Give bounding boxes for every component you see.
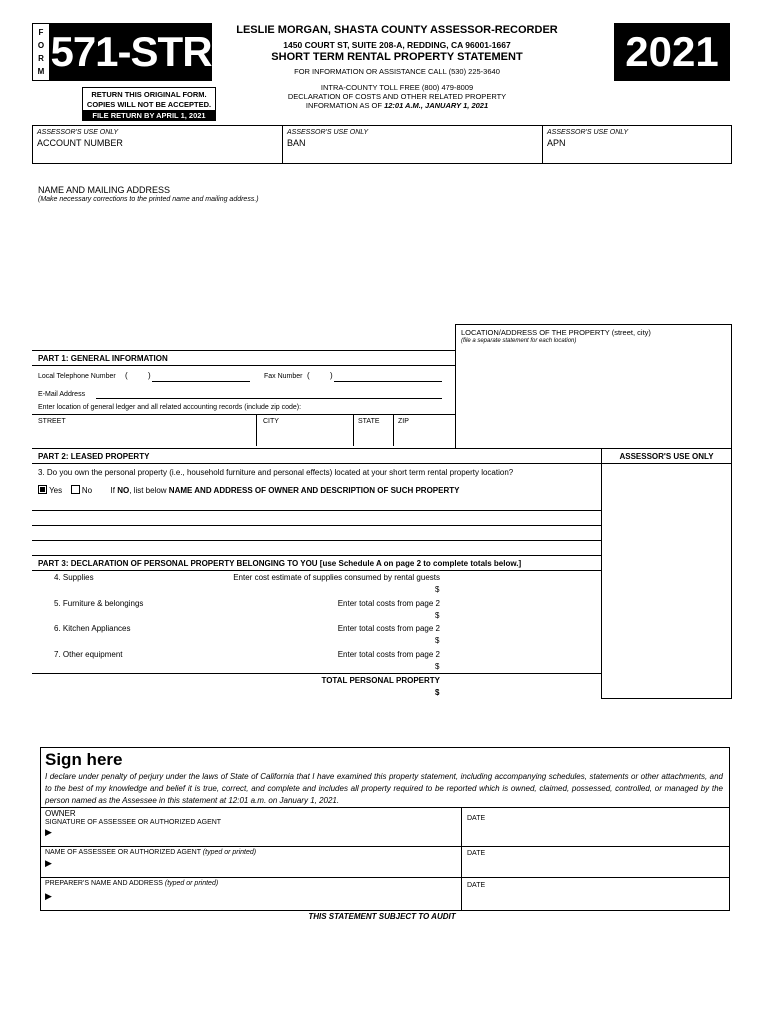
preparer-date-label: DATE bbox=[467, 882, 486, 889]
if-no-instruction: NAME AND ADDRESS OF OWNER AND DESCRIPTION OF SUCH PROPERTY bbox=[168, 486, 460, 495]
arrow-right-icon: ▶ bbox=[45, 891, 52, 901]
agent-name-field[interactable] bbox=[61, 856, 451, 876]
item-5-instruction: Enter total costs from page 2 bbox=[337, 599, 440, 608]
city-field[interactable]: CITY bbox=[263, 418, 279, 425]
owner-label: OWNER bbox=[45, 809, 76, 818]
item-6-label: 6. Kitchen Appliances bbox=[54, 624, 131, 633]
street-field[interactable]: STREET bbox=[38, 418, 66, 425]
phone-input-line[interactable] bbox=[152, 381, 250, 382]
yes-label: Yes bbox=[49, 486, 63, 495]
item-4-currency[interactable]: $ bbox=[435, 585, 440, 594]
item-4-instruction: Enter cost estimate of supplies consumed by rental guests bbox=[233, 573, 440, 582]
mailing-address-note: (Make necessary corrections to the printed name and mailing address.) bbox=[38, 196, 259, 203]
fax-paren-close: ) bbox=[330, 371, 333, 380]
assessor-boxes-row bbox=[32, 125, 732, 164]
phone-label: Local Telephone Number bbox=[38, 373, 116, 380]
if-no-prefix: If bbox=[110, 486, 118, 495]
preparer-typed-note: (typed or printed) bbox=[164, 880, 219, 887]
no-label: No bbox=[81, 486, 93, 495]
agent-name-date-label: DATE bbox=[467, 850, 486, 857]
form-number: 571-STR bbox=[50, 28, 212, 75]
signature-field[interactable] bbox=[61, 825, 451, 845]
item-7-currency[interactable]: $ bbox=[435, 662, 440, 671]
mailing-address-label: NAME AND MAILING ADDRESS bbox=[38, 185, 171, 195]
ban-field[interactable]: BAN bbox=[287, 138, 306, 148]
agent-name-label bbox=[45, 849, 256, 856]
item-6-instruction: Enter total costs from page 2 bbox=[337, 624, 440, 633]
form-letter: F bbox=[38, 28, 44, 37]
account-number-field[interactable]: ACCOUNT NUMBER bbox=[37, 138, 123, 148]
form-number-block bbox=[50, 23, 212, 81]
arrow-right-icon: ▶ bbox=[45, 827, 52, 837]
perjury-declaration: I declare under penalty of perjury under the laws of State of California that I have examined this property statement, including accompanying schedules, statements or other attachments, and to the best of my knowledge and belief it is true, correct, and complete and includes all property required to be reported which is owned, claimed, possessed, controlled, or managed by the person named as the Assessee in this statement at 12:01 a.m. on January 1, 2021. bbox=[45, 772, 723, 805]
location-note: (file a separate statement for each location) bbox=[461, 338, 577, 344]
info-as-of bbox=[222, 101, 572, 110]
preparer-label bbox=[45, 880, 218, 887]
agent-name-typed-note: (typed or printed) bbox=[202, 849, 257, 856]
item-5-currency[interactable]: $ bbox=[435, 611, 440, 620]
declaration-line: DECLARATION OF COSTS AND OTHER RELATED PROPERTY bbox=[287, 92, 507, 101]
return-notice-line1: RETURN THIS ORIGINAL FORM. bbox=[91, 90, 207, 99]
records-location-label: Enter location of general ledger and all related accounting records (include zip code): bbox=[38, 404, 302, 411]
email-label: E-Mail Address bbox=[38, 391, 86, 398]
if-no-word: NO bbox=[117, 486, 130, 495]
location-label: LOCATION/ADDRESS OF THE PROPERTY (street, city) bbox=[461, 328, 651, 337]
toll-free: INTRA-COUNTY TOLL FREE (800) 479-8009 bbox=[320, 83, 474, 92]
empty-checkbox-icon[interactable] bbox=[71, 485, 80, 494]
preparer-field[interactable] bbox=[61, 888, 451, 908]
assessor-use-caption: ASSESSOR'S USE ONLY bbox=[37, 129, 119, 136]
owner-description-line[interactable] bbox=[32, 540, 601, 541]
if-no-mid: , list below bbox=[129, 486, 169, 495]
audit-notice: THIS STATEMENT SUBJECT TO AUDIT bbox=[308, 912, 456, 921]
fax-label: Fax Number bbox=[264, 373, 303, 380]
apn-field[interactable]: APN bbox=[547, 138, 566, 148]
assessor-use-only-heading: ASSESSOR'S USE ONLY bbox=[619, 452, 714, 461]
form-letter: R bbox=[38, 54, 44, 63]
item-5-label: 5. Furniture & belongings bbox=[54, 599, 144, 608]
form-letter: M bbox=[37, 67, 45, 76]
sign-here-title: Sign here bbox=[45, 750, 123, 769]
part2-title: PART 2: LEASED PROPERTY bbox=[38, 452, 150, 461]
sign-section bbox=[40, 747, 730, 911]
assessor-use-column bbox=[601, 448, 602, 699]
item-6-currency[interactable]: $ bbox=[435, 636, 440, 645]
fax-input-line[interactable] bbox=[334, 381, 442, 382]
question-3: 3. Do you own the personal property (i.e., household furniture and personal effects) located at your short term rental property location? bbox=[38, 468, 514, 477]
info-call: FOR INFORMATION OR ASSISTANCE CALL (530) 225-3640 bbox=[294, 67, 500, 76]
form-year: 2021 bbox=[625, 28, 719, 75]
checked-checkbox-icon[interactable] bbox=[38, 485, 47, 494]
zip-field[interactable]: ZIP bbox=[398, 418, 409, 425]
owner-description-line[interactable] bbox=[32, 510, 601, 511]
return-notice-line2: COPIES WILL NOT BE ACCEPTED. bbox=[86, 100, 212, 109]
arrow-right-icon: ▶ bbox=[45, 858, 52, 868]
preparer-label-text: PREPARER'S NAME AND ADDRESS bbox=[45, 880, 165, 887]
statement-title: SHORT TERM RENTAL PROPERTY STATEMENT bbox=[271, 51, 523, 63]
item-7-instruction: Enter total costs from page 2 bbox=[337, 650, 440, 659]
form-label-box bbox=[32, 23, 212, 81]
state-field[interactable]: STATE bbox=[358, 418, 380, 425]
signature-label: SIGNATURE OF ASSESSEE OR AUTHORIZED AGENT bbox=[45, 819, 222, 826]
yes-no-row bbox=[38, 485, 459, 495]
mailing-address-area[interactable] bbox=[38, 210, 438, 320]
info-as-of-date: 12:01 A.M., JANUARY 1, 2021 bbox=[384, 101, 489, 110]
part1-title: PART 1: GENERAL INFORMATION bbox=[38, 354, 168, 363]
fax-paren-open: ( bbox=[307, 371, 310, 380]
office-address: 1450 COURT ST, SUITE 208-A, REDDING, CA 96001-1667 bbox=[283, 40, 511, 50]
email-input-line[interactable] bbox=[96, 398, 442, 399]
item-7-label: 7. Other equipment bbox=[54, 650, 123, 659]
phone-paren-open: ( bbox=[125, 371, 128, 380]
owner-description-line[interactable] bbox=[32, 525, 601, 526]
owner-description-line[interactable] bbox=[32, 555, 601, 556]
agent-name-label-text: NAME OF ASSESSEE OR AUTHORIZED AGENT bbox=[45, 849, 203, 856]
assessor-use-caption: ASSESSOR'S USE ONLY bbox=[547, 129, 629, 136]
form-letter: O bbox=[37, 41, 45, 50]
total-currency[interactable]: $ bbox=[435, 688, 440, 697]
return-notice-box bbox=[82, 87, 216, 121]
total-personal-property-label: TOTAL PERSONAL PROPERTY bbox=[321, 676, 440, 685]
year-block bbox=[614, 23, 730, 81]
location-box[interactable] bbox=[455, 324, 732, 448]
file-by-banner: FILE RETURN BY APRIL 1, 2021 bbox=[82, 110, 216, 121]
signature-date-label: DATE bbox=[467, 815, 486, 822]
phone-paren-close: ) bbox=[148, 371, 151, 380]
item-4-label: 4. Supplies bbox=[54, 573, 94, 582]
assessor-use-caption: ASSESSOR'S USE ONLY bbox=[287, 129, 369, 136]
form-letters-column bbox=[32, 23, 50, 81]
office-name: LESLIE MORGAN, SHASTA COUNTY ASSESSOR-RECORDER bbox=[236, 24, 558, 36]
info-as-of-prefix: INFORMATION AS OF bbox=[305, 101, 385, 110]
part3-title: PART 3: DECLARATION OF PERSONAL PROPERTY BELONGING TO YOU [use Schedule A on page 2 to complete totals below.] bbox=[38, 559, 522, 568]
